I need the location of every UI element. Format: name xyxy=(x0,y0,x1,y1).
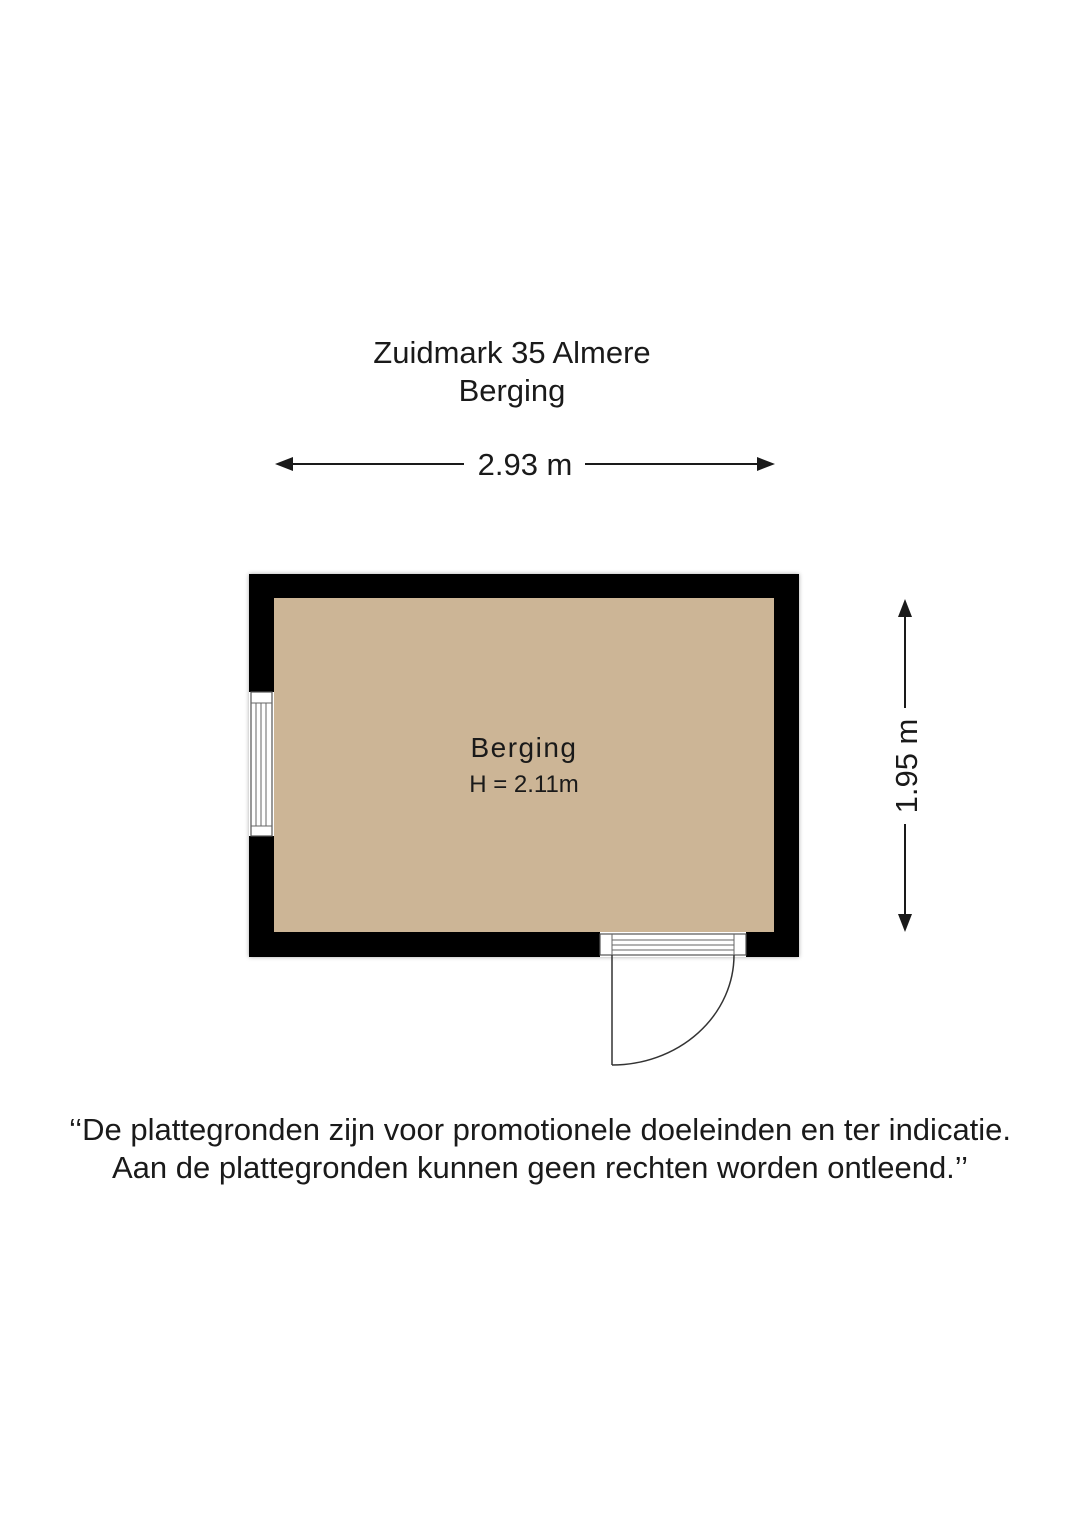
room-name-label: Berging xyxy=(470,732,578,763)
door-swing-arc xyxy=(612,955,734,1065)
room-height-label: H = 2.11m xyxy=(469,771,579,798)
disclaimer-line-1: ‘‘De plattegronden zijn voor promotionele doeleinden en ter indicatie. xyxy=(68,1112,1012,1147)
room-floor xyxy=(274,598,774,932)
room-berging xyxy=(249,574,799,1065)
width-dimension xyxy=(275,447,775,482)
right-arrow-icon xyxy=(757,457,775,471)
plan-title: Zuidmark 35 Almere xyxy=(373,335,651,370)
width-dimension-label: 2.93 m xyxy=(477,447,573,482)
door xyxy=(600,932,746,1065)
left-arrow-icon xyxy=(275,457,293,471)
up-arrow-icon xyxy=(898,599,912,617)
window xyxy=(249,692,274,836)
disclaimer-line-2: Aan de plattegronden kunnen geen rechten worden ontleend.’’ xyxy=(111,1150,969,1185)
floor-label: Berging xyxy=(458,373,566,408)
down-arrow-icon xyxy=(898,914,912,932)
depth-dimension xyxy=(889,599,924,932)
depth-dimension-label: 1.95 m xyxy=(889,718,924,814)
